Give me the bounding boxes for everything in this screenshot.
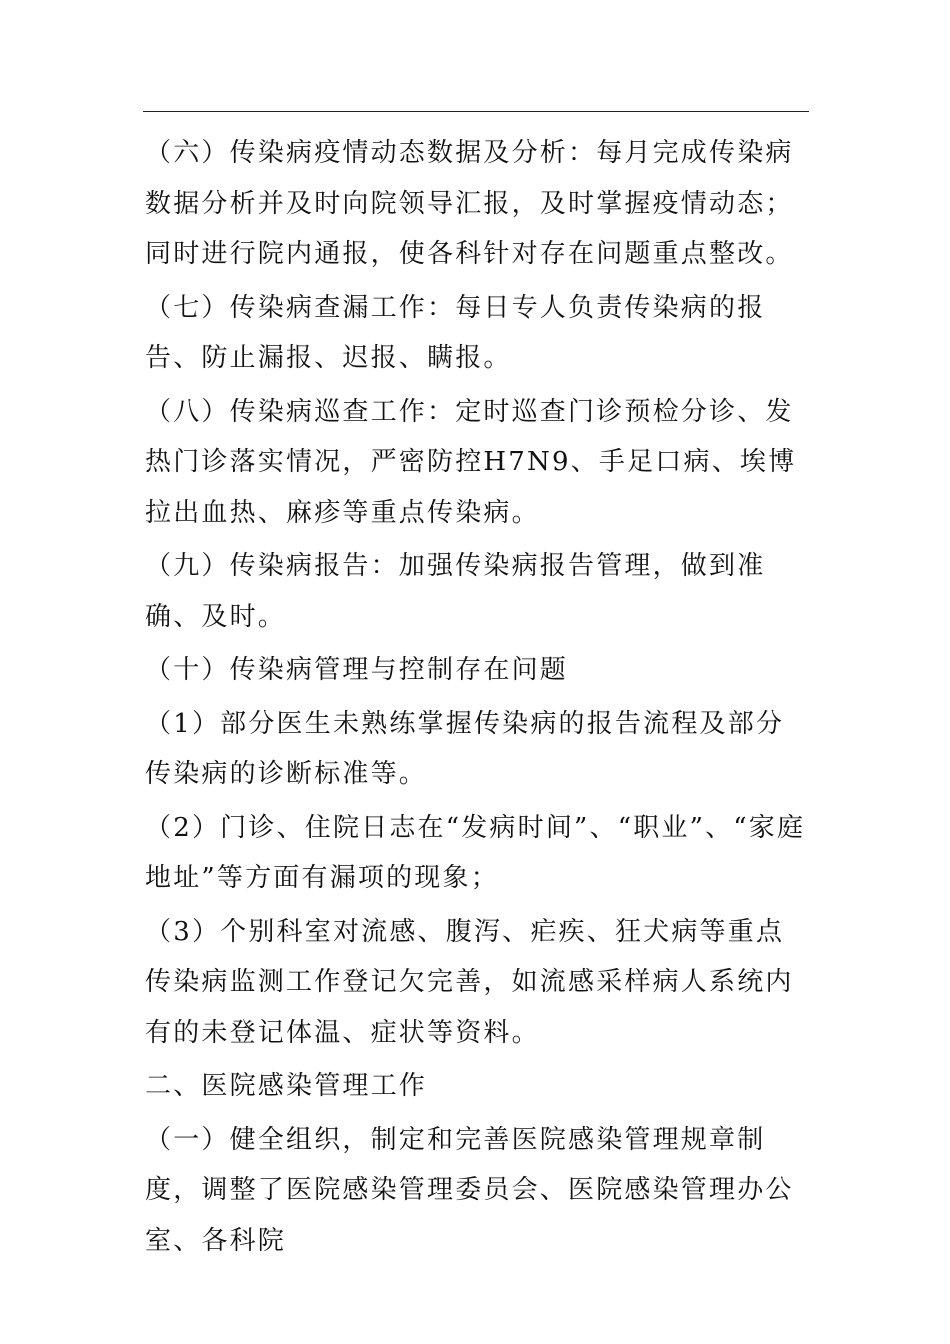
document-body [145, 128, 809, 1269]
paragraph-organization: （一）健全组织，制定和完善医院感染管理规章制度，调整了医院感染管理委员会、医院感染管理办公室、各科院 [145, 1124, 794, 1256]
header-rule [143, 111, 809, 112]
paragraph-inspection-work: （八）传染病巡查工作：定时巡查门诊预检分诊、发热门诊落实情况，严密防控H7N9、手足口病、埃博拉出血热、麻疹等重点传染病。 [145, 396, 797, 528]
paragraph-problem-2: （2）门诊、住院日志在“发病时间”、“职业”、“家庭地址”等方面有漏项的现象； [145, 812, 806, 893]
paragraph-disease-reporting: （九）传染病报告：加强传染病报告管理，做到准确、及时。 [145, 551, 766, 632]
paragraph-missed-report-check: （七）传染病查漏工作：每日专人负责传染病的报告、防止漏报、迟报、瞒报。 [145, 292, 766, 373]
paragraph-epidemic-data-analysis: （六）传染病疫情动态数据及分析：每月完成传染病数据分析并及时向院领导汇报，及时掌握疫情动态；同时进行院内通报，使各科针对存在问题重点整改。 [145, 138, 794, 269]
paragraph-problem-1: （1）部分医生未熟练掌握传染病的报告流程及部分传染病的诊断标准等。 [145, 708, 785, 789]
paragraph-problem-3: （3）个别科室对流感、腹泻、疟疾、狂犬病等重点传染病监测工作登记欠完善，如流感采样病人系统内有的未登记体温、症状等资料。 [145, 916, 794, 1048]
paragraph-existing-problems-heading: （十）传染病管理与控制存在问题 [145, 655, 569, 685]
section-heading-infection-management: 二、医院感染管理工作 [145, 1071, 428, 1101]
